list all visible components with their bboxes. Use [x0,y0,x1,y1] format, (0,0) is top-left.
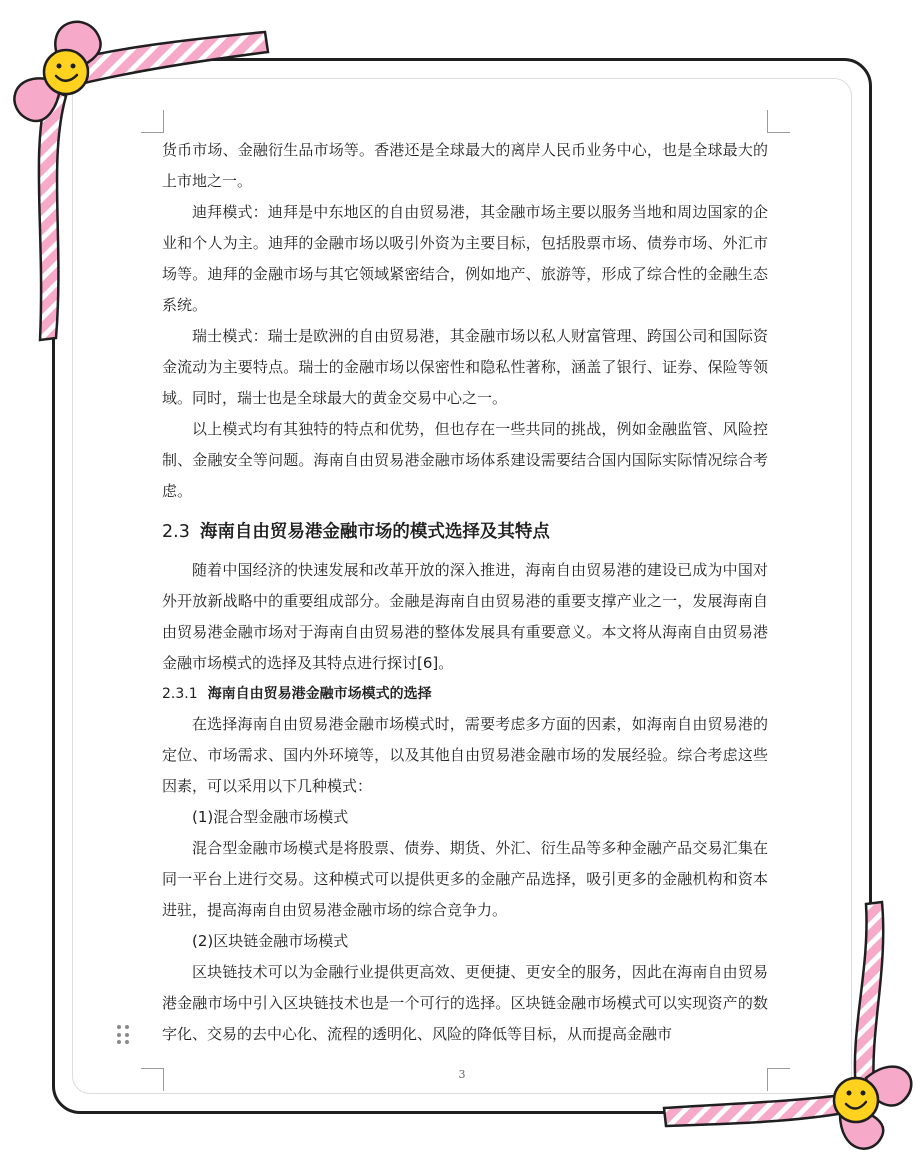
crop-mark-top-right [767,110,790,133]
paragraph-swiss-model: 瑞士模式：瑞士是欧洲的自由贸易港，其金融市场以私人财富管理、跨国公司和国际资金流动为主要特点。瑞士的金融市场以保密性和隐私性著称，涵盖了银行、证券、保险等领域。同时，瑞士也是全球最大的黄金交易中心之一。 [162,327,768,407]
section-title: 海南自由贸易港金融市场的模式选择及其特点 [199,522,550,542]
document-body [162,135,768,1050]
list-item-title-1: (1)混合型金融市场模式 [192,808,349,826]
paragraph-dubai-model: 迪拜模式：迪拜是中东地区的自由贸易港，其金融市场主要以服务当地和周边国家的企业和个人为主。迪拜的金融市场以吸引外资为主要目标，包括股票市场、债券市场、外汇市场等。迪拜的金融市场与其它领域紧密结合，例如地产、旅游等，形成了综合性的金融生态系统。 [162,203,768,314]
subsection-paragraph: 在选择海南自由贸易港金融市场模式时，需要考虑多方面的因素，如海南自由贸易港的定位、市场需求、国内外环境等，以及其他自由贸易港金融市场的发展经验。综合考虑这些因素，可以采用以下几种模式： [162,715,768,795]
drag-handle-icon[interactable] [117,1025,129,1045]
subsection-number: 2.3.1 [162,686,198,702]
page-number: 3 [458,1068,466,1081]
section-paragraph: 随着中国经济的快速发展和改革开放的深入推进，海南自由贸易港的建设已成为中国对外开放新战略中的重要组成部分。金融是海南自由贸易港的重要支撑产业之一，发展海南自由贸易港金融市场对于海南自由贸易港的整体发展具有重要意义。本文将从海南自由贸易港金融市场模式的选择及其特点进行探讨[6]。 [162,561,768,672]
section-heading [162,515,768,549]
list-item-text-1: 混合型金融市场模式是将股票、债券、期货、外汇、衍生品等多种金融产品交易汇集在同一平台上进行交易。这种模式可以提供更多的金融产品选择，吸引更多的金融机构和资本进驻，提高海南自由贸易港金融市场的综合竞争力。 [162,839,768,919]
subsection-title: 海南自由贸易港金融市场模式的选择 [207,686,432,702]
subsection-heading [162,679,768,709]
section-number: 2.3 [162,522,190,542]
paragraph-summary: 以上模式均有其独特的特点和优势，但也存在一些共同的挑战，例如金融监管、风险控制、金融安全等问题。海南自由贸易港金融市场体系建设需要结合国内国际实际情况综合考虑。 [162,420,768,500]
paragraph: 货币市场、金融衍生品市场等。香港还是全球最大的离岸人民币业务中心，也是全球最大的上市地之一。 [162,141,768,190]
list-item-text-2: 区块链技术可以为金融行业提供更高效、更便捷、更安全的服务，因此在海南自由贸易港金融市场中引入区块链技术也是一个可行的选择。区块链金融市场模式可以实现资产的数字化、交易的去中心化、流程的透明化、风险的降低等目标，从而提高金融市 [162,963,768,1043]
list-item-title-2: (2)区块链金融市场模式 [192,932,349,950]
